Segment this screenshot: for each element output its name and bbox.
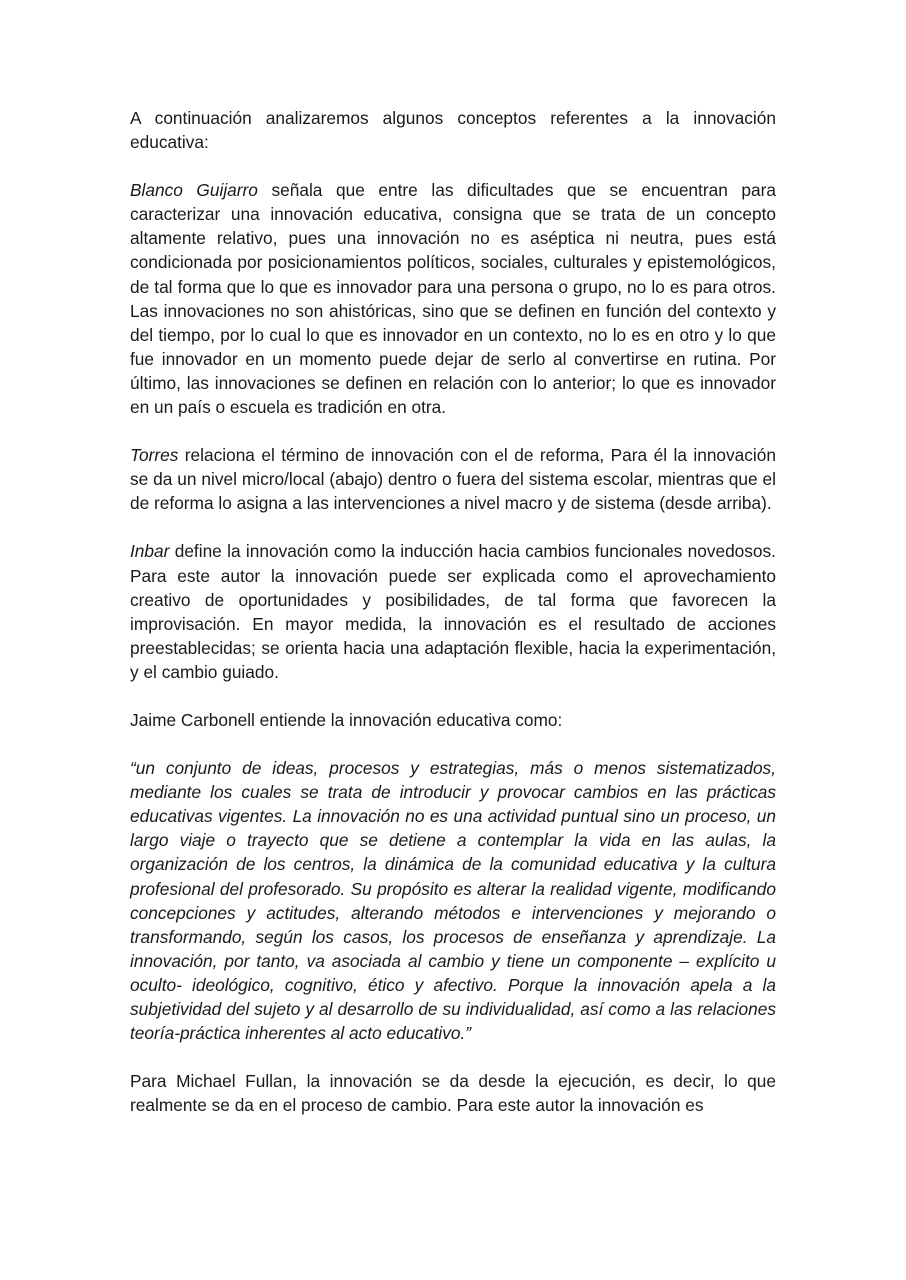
carbonell-intro-paragraph: Jaime Carbonell entiende la innovación educativa como: (130, 709, 563, 730)
author-name: Inbar (130, 541, 170, 562)
intro-paragraph: A continuación analizaremos algunos conceptos referentes a la innovación educativa: (130, 108, 776, 153)
torres-paragraph (130, 443, 776, 515)
paragraph-text: relaciona el término de innovación con el de reforma, Para él la innovación se da un nivel micro/local (abajo) dentro o fuera del sistema escolar, mientras que el de reforma lo asigna a las intervenciones a nivel macro y de sistema (desde arriba). (130, 445, 776, 514)
author-name: Torres (130, 445, 179, 466)
paragraph-text: señala que entre las dificultades que se encuentran para caracterizar una innovación educativa, consigna que se trata de un concepto altamente relativo, pues una innovación no es aséptica ni neutra, pues está condicionada por posicionamientos políticos, sociales, culturales y epistemológicos, de tal forma que lo que es innovador para una persona o grupo, no lo es para otros. Las innovaciones no son ahistóricas, sino que se definen en función del contexto y del tiempo, por lo cual lo que es innovador en un contexto, no lo es en otro y lo que fue innovador en un momento puede dejar de serlo al convertirse en rutina. Por último, las innovaciones se definen en relación con lo anterior; lo que es innovador en un país o escuela es tradición en otra. (130, 180, 776, 418)
inbar-paragraph (130, 539, 776, 684)
fullan-paragraph: Para Michael Fullan, la innovación se da desde la ejecución, es decir, lo que realmente se da en el proceso de cambio. Para este autor la innovación es (130, 1071, 776, 1116)
carbonell-quote: “un conjunto de ideas, procesos y estrategias, más o menos sistematizados, mediante los cuales se trata de introducir y provocar cambios en las prácticas educativas vigentes. La innovación no es una actividad puntual sino un proceso, un largo viaje o trayecto que se detiene a contemplar la vida en las aulas, la organización de los centros, la dinámica de la comunidad educativa y la cultura profesional del profesorado. Su propósito es alterar la realidad vigente, modificando concepciones y actitudes, alterando métodos e intervenciones y mejorando o transformando, según los casos, los procesos de enseñanza y aprendizaje. La innovación, por tanto, va asociada al cambio y tiene un componente – explícito u oculto- ideológico, cognitivo, ético y afectivo. Porque la innovación apela a la subjetividad del sujeto y al desarrollo de su individualidad, así como a las relaciones teoría-práctica inherentes al acto educativo.” (130, 758, 776, 1044)
blanco-guijarro-paragraph (130, 178, 776, 419)
author-name: Blanco Guijarro (130, 180, 258, 201)
document-page (130, 106, 776, 1117)
paragraph-text: define la innovación como la inducción hacia cambios funcionales novedosos. Para este autor la innovación puede ser explicada como el aprovechamiento creativo de oportunidades y posibilidades, de tal forma que favorecen la improvisación. En mayor medida, la innovación es el resultado de acciones preestablecidas; se orienta hacia una adaptación flexible, hacia la experimentación, y el cambio guiado. (130, 541, 776, 682)
